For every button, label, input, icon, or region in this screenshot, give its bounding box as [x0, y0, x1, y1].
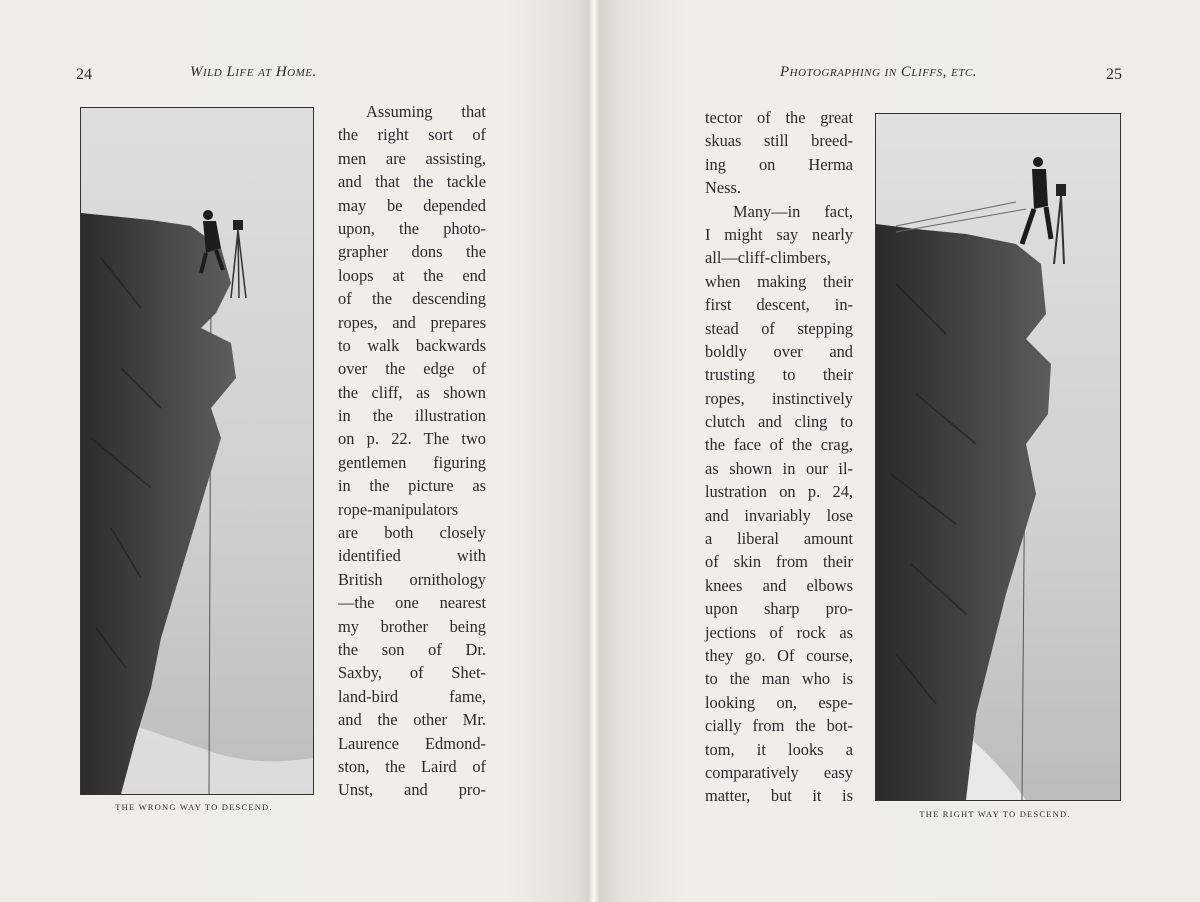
text-line: British ornithology — [338, 569, 486, 589]
left-running-head: Wild Life at Home. — [190, 64, 317, 80]
text-line: loops at the end — [338, 265, 486, 285]
text-line: men are assisting, — [338, 148, 486, 168]
left-body-text — [338, 100, 486, 802]
text-line: I might say nearly — [705, 224, 853, 244]
photo-right-way-to-descend — [875, 113, 1121, 801]
text-line: to the man who is — [705, 669, 853, 689]
text-line: grapher dons the — [338, 242, 486, 262]
text-line: Unst, and pro- — [338, 780, 486, 800]
text-line: stead of stepping — [705, 318, 853, 338]
text-line: comparatively easy — [705, 762, 853, 782]
text-line: ropes, instinctively — [705, 388, 853, 408]
text-line: may be depended — [338, 195, 486, 215]
text-line: first descent, in- — [705, 295, 853, 315]
text-line: lustration on p. 24, — [705, 482, 853, 502]
cliff-climber-photo-left — [81, 108, 313, 794]
text-line: skuas still breed- — [705, 131, 853, 151]
text-line: matter, but it is — [705, 786, 853, 806]
text-line: are both closely — [338, 523, 486, 543]
book-gutter — [588, 0, 600, 902]
left-page-number: 24 — [76, 66, 92, 83]
text-line: trusting to their — [705, 365, 853, 385]
text-line: upon, the photo- — [338, 218, 486, 238]
text-line: and the other Mr. — [338, 710, 486, 730]
text-line: over the edge of — [338, 359, 486, 379]
text-line: and that the tackle — [338, 172, 486, 192]
text-line: clutch and cling to — [705, 412, 853, 432]
text-line: land-bird fame, — [338, 686, 486, 706]
text-line: identified with — [338, 546, 486, 566]
right-photo-caption: THE RIGHT WAY TO DESCEND. — [919, 809, 1071, 819]
text-line: tector of the great — [705, 108, 853, 127]
text-line: and invariably lose — [705, 505, 853, 525]
text-line: in the picture as — [338, 476, 486, 496]
text-line: as shown in our il- — [705, 458, 853, 478]
text-line: to walk backwards — [338, 335, 486, 355]
text-line: on p. 22. The two — [338, 429, 486, 449]
right-body-text — [705, 106, 853, 808]
text-line: tom, it looks a — [705, 739, 853, 759]
text-line: ropes, and prepares — [338, 312, 486, 332]
text-line: gentlemen figuring — [338, 452, 486, 472]
text-line: of skin from their — [705, 552, 853, 572]
text-line: upon sharp pro- — [705, 599, 853, 619]
text-line: Assuming that — [366, 102, 486, 121]
text-line: all—cliff-climbers, — [705, 248, 831, 268]
text-line: my brother being — [338, 616, 486, 636]
text-line: cially from the bot- — [705, 716, 853, 736]
text-line: they go. Of course, — [705, 645, 853, 665]
text-line: when making their — [705, 271, 853, 291]
text-line: ing on Herma — [705, 154, 853, 174]
text-line: Ness. — [705, 178, 741, 198]
text-line: a liberal amount — [705, 529, 853, 549]
photo-wrong-way-to-descend — [80, 107, 314, 795]
text-line: the face of the crag, — [705, 435, 853, 455]
right-page-number: 25 — [1106, 66, 1122, 83]
text-line: the son of Dr. — [338, 639, 486, 659]
text-line: boldly over and — [705, 341, 853, 361]
text-line: ston, the Laird of — [338, 756, 486, 776]
left-photo-caption: THE WRONG WAY TO DESCEND. — [115, 802, 273, 812]
text-line: jections of rock as — [705, 622, 853, 642]
text-line: the right sort of — [338, 125, 486, 145]
cliff-climber-photo-right — [876, 114, 1120, 800]
text-line: of the descending — [338, 289, 486, 309]
text-line: Many—in fact, — [733, 201, 853, 221]
text-line: Saxby, of Shet- — [338, 663, 486, 683]
text-line: knees and elbows — [705, 575, 853, 595]
text-line: Laurence Edmond- — [338, 733, 486, 753]
text-line: rope-manipulators — [338, 499, 459, 519]
text-line: in the illustration — [338, 406, 486, 426]
text-line: looking on, espe- — [705, 692, 853, 712]
text-line: the cliff, as shown — [338, 382, 486, 402]
text-line: —the one nearest — [338, 593, 486, 613]
right-running-head: Photographing in Cliffs, etc. — [780, 64, 978, 80]
